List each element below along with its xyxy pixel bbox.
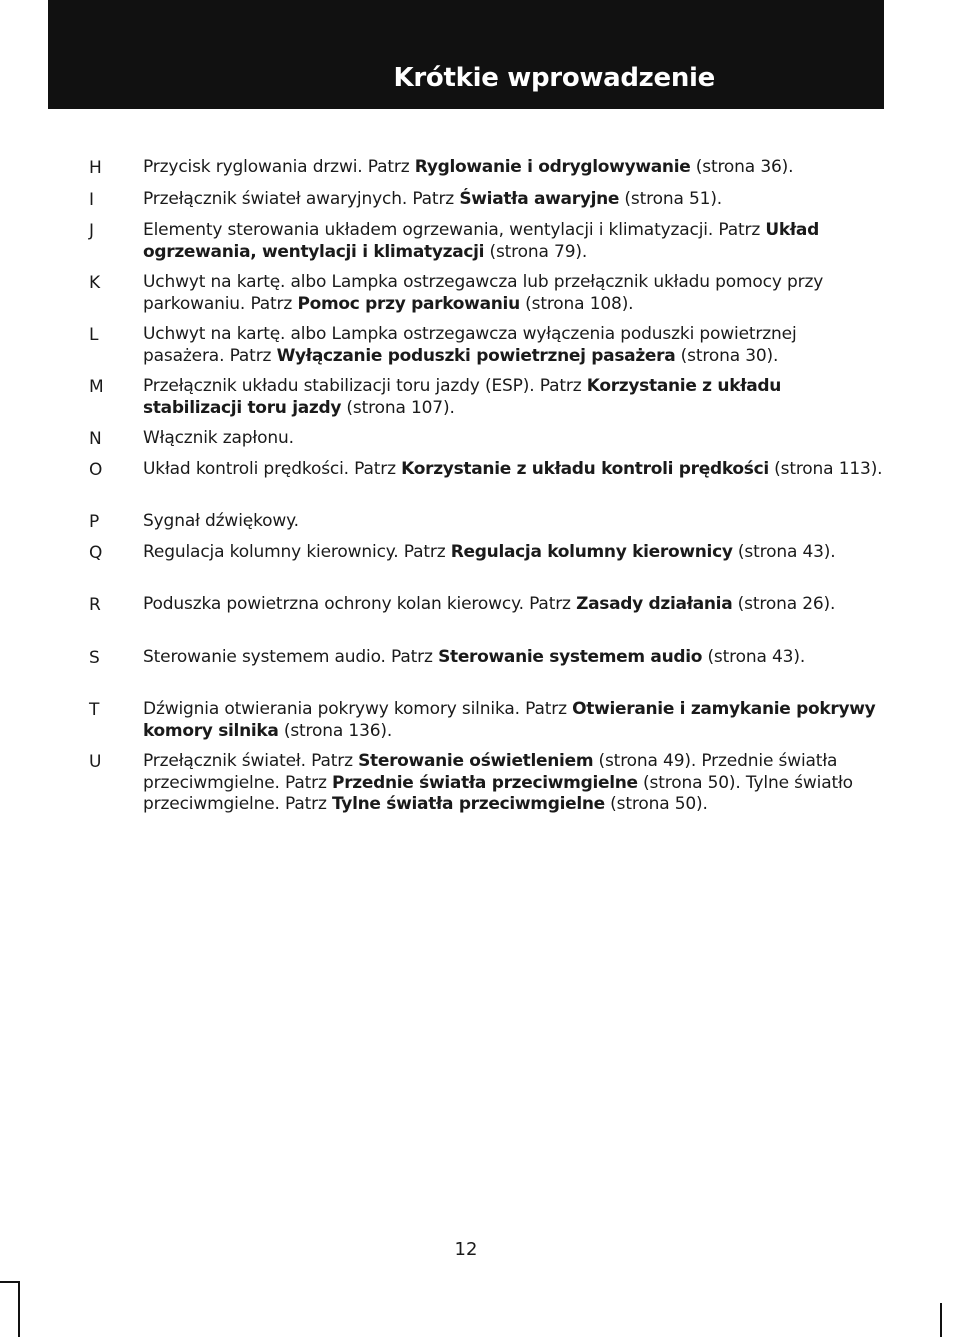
legend-entry-description — [143, 157, 883, 179]
description-text: (strona 49). Przednie światła przeciwmgielne. Patrz — [143, 751, 838, 793]
description-text: (strona 113). — [768, 459, 883, 479]
description-text: (strona 108). — [519, 293, 634, 314]
legend-entry-letter: N — [89, 429, 102, 449]
legend-entry-letter: H — [89, 158, 102, 178]
legend-entry-letter: S — [89, 648, 100, 668]
crop-mark-left-vertical — [18, 1281, 20, 1337]
description-text: Przełącznik świateł. Patrz — [143, 751, 359, 771]
description-text: Regulacja kolumny kierownicy. Patrz — [143, 542, 451, 562]
description-text: (strona 30). — [675, 345, 779, 366]
legend-entry-description — [143, 428, 883, 450]
section-title: Krótkie wprowadzenie — [393, 63, 715, 93]
cross-reference-title: Światła awaryjne — [459, 189, 620, 209]
cross-reference-title: Otwieranie i zamykanie pokrywy komory silnika — [143, 699, 876, 741]
legend-entry-letter: L — [89, 325, 99, 345]
legend-entry-letter: T — [89, 700, 100, 720]
cross-reference-title: Sterowanie systemem audio — [438, 647, 703, 667]
legend-entry-description — [143, 699, 883, 742]
description-text: Układ kontroli prędkości. Patrz — [143, 459, 402, 479]
description-text: Elementy sterowania układem ogrzewania, wentylacji i klimatyzacji. Patrz — [143, 220, 766, 240]
description-text: Przełącznik układu stabilizacji toru jazdy (ESP). Patrz — [143, 376, 587, 396]
legend-entry-description — [143, 459, 883, 481]
legend-entry-letter: Q — [89, 543, 103, 563]
cross-reference-title: Układ ogrzewania, wentylacji i klimatyzacji — [143, 220, 819, 262]
legend-entry-description — [143, 751, 883, 816]
legend-entry-letter: J — [89, 221, 95, 241]
legend-entry-description — [143, 376, 883, 419]
description-text: Sterowanie systemem audio. Patrz — [143, 647, 439, 667]
legend-entry-description — [143, 594, 883, 616]
description-text: (strona 107). — [341, 397, 455, 418]
legend-entry-letter: U — [89, 752, 102, 772]
page-number: 12 — [454, 1239, 478, 1260]
description-text: (strona 50). — [604, 794, 708, 814]
description-text: (strona 43). — [732, 542, 836, 562]
description-text: (strona 36). — [690, 157, 794, 177]
legend-entry-description — [143, 647, 883, 669]
cross-reference-title: Pomoc przy parkowaniu — [297, 293, 520, 314]
description-text: Uchwyt na kartę. albo Lampka ostrzegawcza wyłączenia poduszki powietrznej pasażera. Patrz — [143, 324, 797, 366]
description-text: (strona 26). — [732, 594, 836, 614]
legend-entry-letter: I — [89, 190, 95, 210]
legend-entry-description — [143, 189, 883, 211]
cross-reference-title: Korzystanie z układu kontroli prędkości — [401, 459, 769, 479]
legend-entry-letter: M — [89, 377, 104, 397]
description-text: (strona 79). — [484, 241, 588, 262]
legend-entry-description — [143, 272, 883, 315]
legend-entry-description — [143, 220, 883, 263]
cross-reference-title: Zasady działania — [576, 594, 733, 614]
legend-entry-description — [143, 542, 883, 564]
cross-reference-title: Wyłączanie poduszki powietrznej pasażera — [276, 345, 676, 366]
legend-entry-letter: O — [89, 460, 103, 480]
description-text: (strona 50). Tylne światło przeciwmgielne. Patrz — [143, 772, 853, 814]
crop-mark-right-vertical — [940, 1303, 942, 1337]
description-text: Włącznik zapłonu. — [143, 428, 294, 448]
legend-entry-letter: K — [89, 273, 101, 293]
description-text: Przełącznik świateł awaryjnych. Patrz — [143, 189, 460, 209]
cross-reference-title: Tylne światła przeciwmgielne — [332, 794, 605, 814]
description-text: Sygnał dźwiękowy. — [143, 511, 299, 531]
description-text: Poduszka powietrzna ochrony kolan kierowcy. Patrz — [143, 594, 577, 614]
cross-reference-title: Przednie światła przeciwmgielne — [332, 772, 638, 793]
legend-entry-letter: P — [89, 512, 100, 532]
cross-reference-title: Sterowanie oświetleniem — [358, 751, 594, 771]
crop-mark-left-horizontal — [0, 1281, 20, 1283]
cross-reference-title: Ryglowanie i odryglowywanie — [414, 157, 691, 177]
legend-entry-letter: R — [89, 595, 101, 615]
description-text: Przycisk ryglowania drzwi. Patrz — [143, 157, 415, 177]
description-text: (strona 51). — [619, 189, 723, 209]
description-text: Uchwyt na kartę. albo Lampka ostrzegawcza lub przełącznik układu pomocy przy parkowaniu. Patrz — [143, 272, 824, 314]
legend-entry-description — [143, 511, 883, 533]
cross-reference-title: Korzystanie z układu stabilizacji toru jazdy — [143, 376, 782, 418]
description-text: (strona 43). — [702, 647, 806, 667]
description-text: Dźwignia otwierania pokrywy komory silnika. Patrz — [143, 699, 573, 719]
description-text: (strona 136). — [278, 720, 393, 741]
legend-entry-description — [143, 324, 883, 367]
cross-reference-title: Regulacja kolumny kierownicy — [450, 542, 733, 562]
